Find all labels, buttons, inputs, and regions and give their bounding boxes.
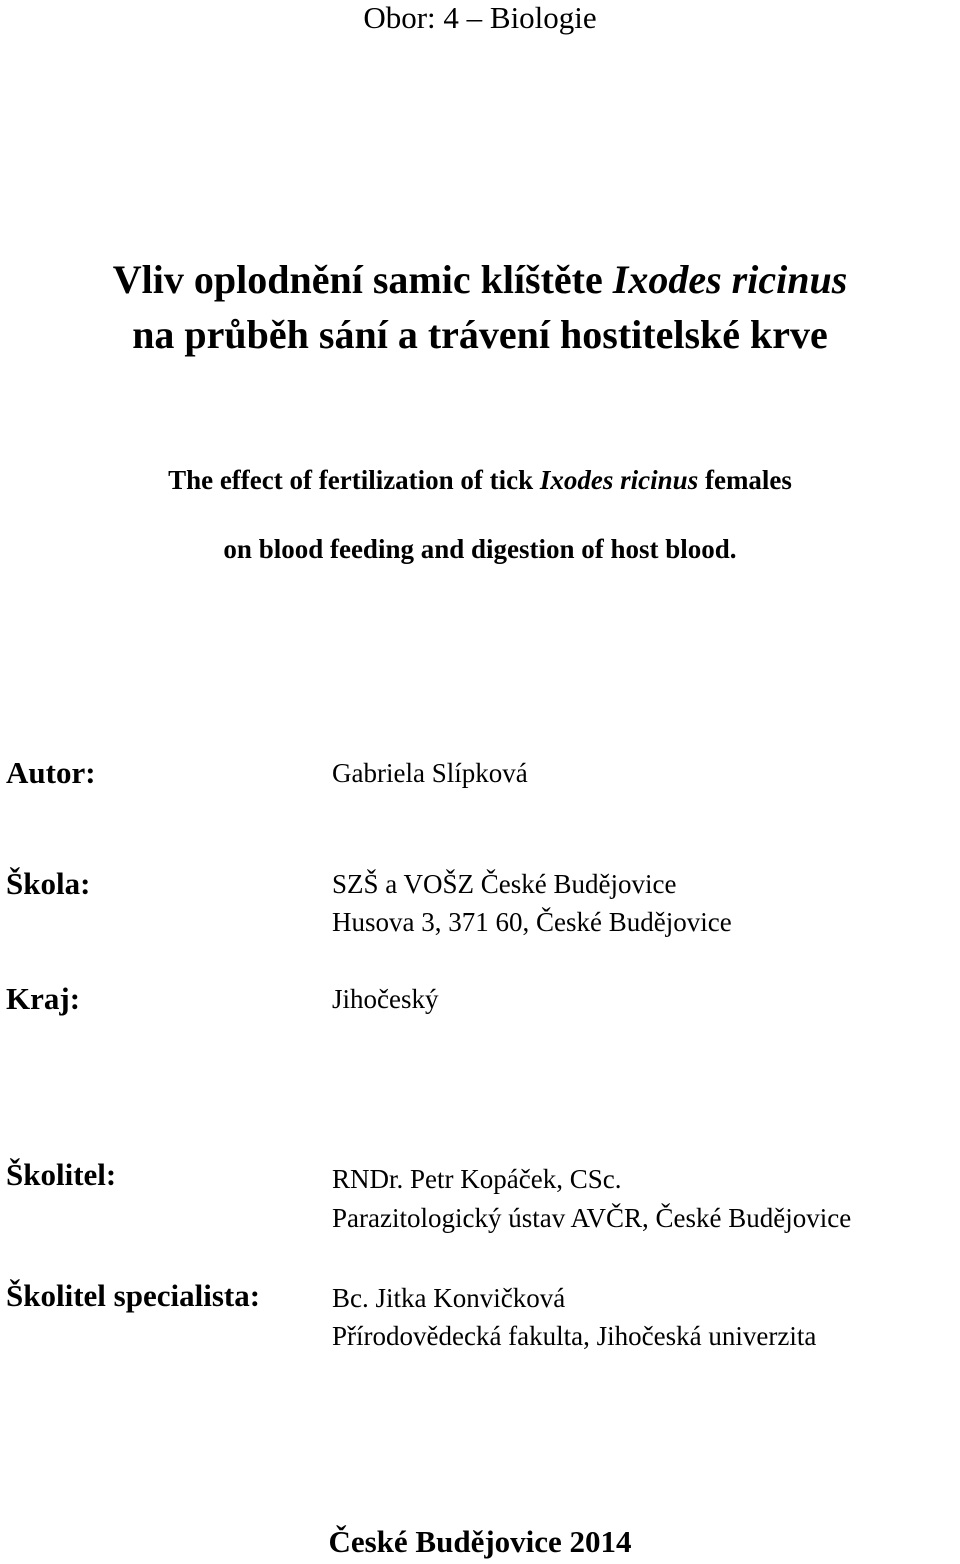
english-title-line-2: on blood feeding and digestion of host blood. [223, 534, 737, 564]
czech-title-line-2: na průběh sání a trávení hostitelské krve [132, 312, 828, 357]
author-label: Autor: [6, 755, 96, 790]
supervisor-label: Školitel: [6, 1157, 117, 1192]
english-title-line-1 [0, 464, 960, 496]
region-value: Jihočeský [332, 984, 439, 1014]
czech-title-line-1 [0, 257, 960, 303]
field-of-study: Obor: 4 – Biologie [363, 0, 597, 35]
english-title-text: The effect of fertilization of tick [168, 465, 540, 495]
english-title-species: Ixodes ricinus [539, 465, 699, 495]
supervisor-name: RNDr. Petr Kopáček, CSc. [332, 1164, 622, 1194]
czech-title-text: Vliv oplodnění samic klíštěte [112, 257, 613, 302]
english-title-suffix: females [698, 465, 792, 495]
specialist-label: Školitel specialista: [6, 1278, 261, 1313]
specialist-institution: Přírodovědecká fakulta, Jihočeská univerzita [332, 1321, 817, 1351]
school-label: Škola: [6, 866, 91, 901]
school-address: Husova 3, 371 60, České Budějovice [332, 907, 732, 937]
place-and-year: České Budějovice 2014 [328, 1524, 632, 1559]
region-label: Kraj: [6, 981, 81, 1016]
school-name: SZŠ a VOŠZ České Budějovice [332, 869, 677, 899]
author-value: Gabriela Slípková [332, 758, 528, 788]
supervisor-institution: Parazitologický ústav AVČR, České Budějovice [332, 1203, 852, 1233]
specialist-name: Bc. Jitka Konvičková [332, 1283, 566, 1313]
czech-title-species: Ixodes ricinus [612, 257, 848, 302]
